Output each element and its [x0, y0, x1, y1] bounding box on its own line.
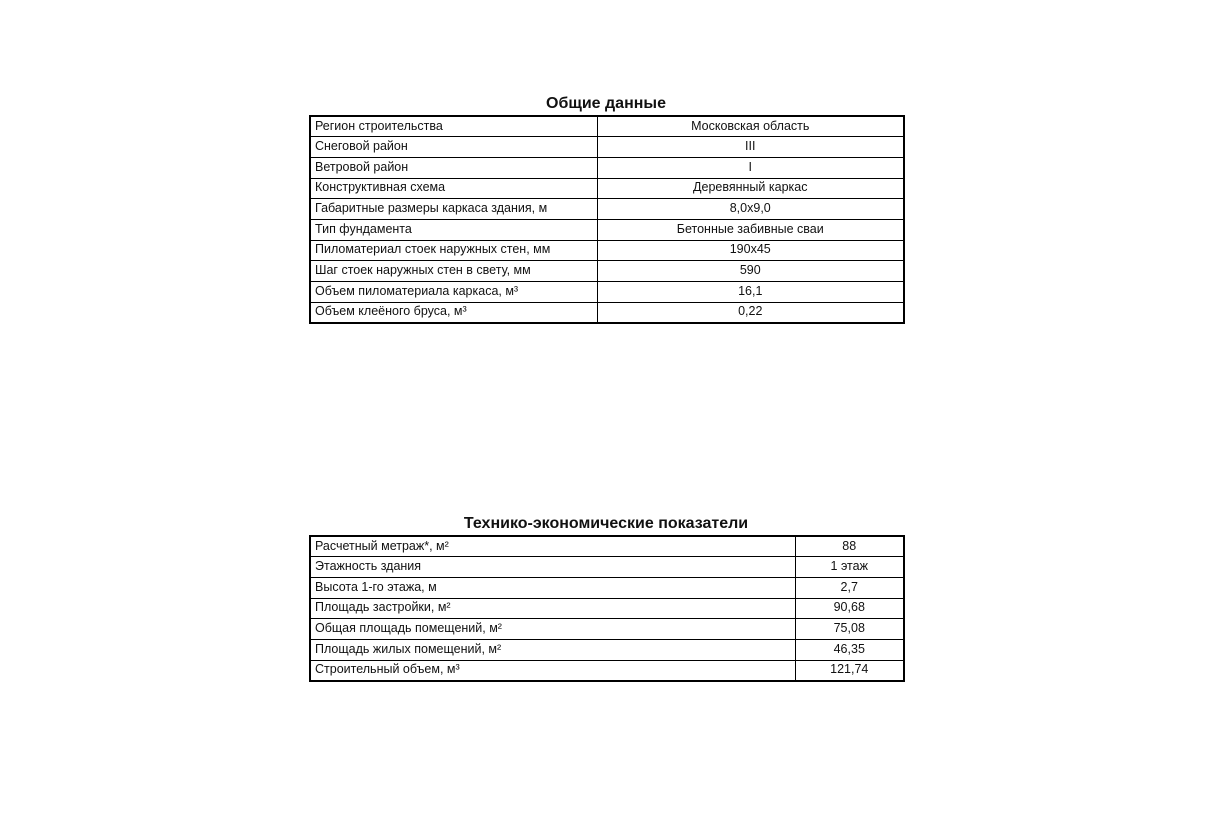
table-row [310, 660, 904, 681]
row-value: Бетонные забивные сваи [597, 219, 904, 240]
table-row [310, 157, 904, 178]
row-label: Тип фундамента [310, 219, 597, 240]
tech-econ-table [309, 535, 905, 682]
row-value: 75,08 [795, 619, 904, 640]
row-label: Снеговой район [310, 137, 597, 158]
table-row [310, 619, 904, 640]
table-row [310, 536, 904, 557]
table-row [310, 302, 904, 323]
row-label: Конструктивная схема [310, 178, 597, 199]
row-value: 1 этаж [795, 557, 904, 578]
row-label: Высота 1-го этажа, м [310, 577, 795, 598]
row-label: Габаритные размеры каркаса здания, м [310, 199, 597, 220]
general-data-section [309, 93, 903, 324]
row-value: 590 [597, 261, 904, 282]
row-value: 2,7 [795, 577, 904, 598]
row-value: 88 [795, 536, 904, 557]
table-row [310, 178, 904, 199]
general-data-table [309, 115, 905, 324]
row-value: III [597, 137, 904, 158]
table-row [310, 116, 904, 137]
table-row [310, 240, 904, 261]
table-row [310, 137, 904, 158]
row-value: 121,74 [795, 660, 904, 681]
table-row [310, 261, 904, 282]
row-value: I [597, 157, 904, 178]
table-row [310, 639, 904, 660]
general-data-title: Общие данные [546, 95, 666, 112]
row-label: Строительный объем, м³ [310, 660, 795, 681]
row-label: Площадь жилых помещений, м² [310, 639, 795, 660]
tech-econ-section [309, 513, 903, 682]
row-value: 190x45 [597, 240, 904, 261]
table-row [310, 557, 904, 578]
row-value: 46,35 [795, 639, 904, 660]
row-value: 16,1 [597, 282, 904, 303]
row-value: 0,22 [597, 302, 904, 323]
row-label: Объем клеёного бруса, м³ [310, 302, 597, 323]
table-row [310, 282, 904, 303]
tech-econ-title: Технико-экономические показатели [463, 515, 749, 532]
row-value: 90,68 [795, 598, 904, 619]
row-value: 8,0x9,0 [597, 199, 904, 220]
row-label: Общая площадь помещений, м² [310, 619, 795, 640]
row-label: Площадь застройки, м² [310, 598, 795, 619]
table-row [310, 199, 904, 220]
row-label: Расчетный метраж*, м² [310, 536, 795, 557]
table-row [310, 219, 904, 240]
row-value: Деревянный каркас [597, 178, 904, 199]
row-label: Объем пиломатериала каркаса, м³ [310, 282, 597, 303]
row-value: Московская область [597, 116, 904, 137]
table-row [310, 577, 904, 598]
row-label: Пиломатериал стоек наружных стен, мм [310, 240, 597, 261]
row-label: Шаг стоек наружных стен в свету, мм [310, 261, 597, 282]
table-row [310, 598, 904, 619]
row-label: Регион строительства [310, 116, 597, 137]
row-label: Ветровой район [310, 157, 597, 178]
row-label: Этажность здания [310, 557, 795, 578]
